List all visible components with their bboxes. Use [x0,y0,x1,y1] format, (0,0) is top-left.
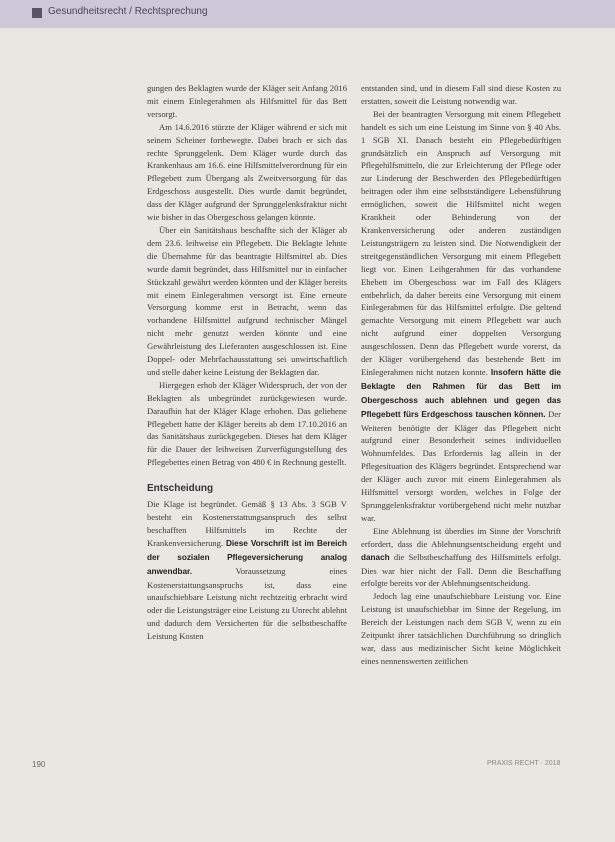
right-column [361,82,561,668]
section-icon [32,8,42,18]
header-band [0,0,615,28]
section-heading: Entscheidung [147,483,214,495]
paragraph [147,498,347,643]
page-number: 190 [32,760,46,769]
paragraph: Am 14.6.2016 stürzte der Kläger während er sich mit seinem Scheiner fortbewegte. Dabei brach er sich das rechte Sprunggelenk. Dem Kläger wurde durch das Krankenhaus am 16.6. eine Hilfsmittelverordnung für ein Pflegebett zum Übergang als Zweitversorgung für das Erdgeschoss ausgestellt. Dies wurde damit begründet, dass der Kläger aufgrund der Sprunggelenksfraktur nicht wie bisher in das Obergeschoss gelangen könnte. [147,121,347,223]
paragraph-text: Der Weiteren benötigte der Kläger das Pflegebett nicht aufgrund einer Besonderheit seines individuellen Wohnumfeldes. Das Erfordernis lag allein in der Pflegesituation des Klägers begründet. Entsprechend war der Kläger auch zuvor mit einem Einlegerahmen als Hilfsmittel versorgt worden, welches in Folge der Sprunggelenksfraktur vorübergehend nicht mehr nutzbar war. [361,408,561,523]
paragraph: Hiergegen erhob der Kläger Widerspruch, der von der Beklagten als unbegründet zurückgewiesen wurde. Daraufhin hat der Kläger Klage erhoben. Das geliehene Pflegebett hatte der Kläger bereits ab dem 17.10.2016 an das Sanitätshaus zurückgegeben. Dieses hat dem Kläger für die Dauer der leihweisen Zurverfügungstellung des Pflegebettes einen Betrag von 480 € in Rechnung gestellt. [147,379,347,468]
paragraph-text: die Selbstbeschaffung des Hilfsmittels erfolgt. Dies war hier nicht der Fall. Denn die Beschaffung erfolgte bereits vor der Ablehnungsentscheidung. [361,551,561,589]
bold-text: danach [361,552,390,562]
paragraph-text: Eine Ablehnung ist überdies im Sinne der Vorschrift erfordert, dass die Ablehnungsentscheidung ergeht und [361,525,561,549]
paragraph: gungen des Beklagten wurde der Kläger seit Anfang 2016 mit einem Einlegerahmen als Hilfsmittel für das Bett versorgt. [147,83,347,119]
bold-text: Diese Vorschrift ist im Bereich der sozialen Pflegeversicherung analog anwendbar. [147,538,347,576]
header-title: Gesundheitsrecht / Rechtsprechung [48,6,208,17]
paragraph-text: Bei der beantragten Versorgung mit einem Pflegebett handelt es sich um eine Leistung im Sinne von § 40 Abs. 1 SGB XI. Danach besteht ein Pflegebedürftigen grundsätzlich ein Anspruch auf Versorgung mit Pflegehilfsmitteln, die zur Erleichterung der Pflege oder zur Linderung der Beschwerden des Pflegebedürftigen beitragen oder ihm eine selbstständigere Lebensführung ermöglichen, soweit die Hilfsmittel nicht wegen Krankheit oder Behinderung von der Krankenversicherung oder anderen zuständigen Leistungsträgern zu leisten sind. Die Notwendigkeit der streitgegenständlichen Versorgung mit einem Pflegebett liegt vor. Einen Leihgerahmen für das vorhandene Ehebett im Obergeschoss war im Fall des Klägers entbehrlich, da daher bereits eine Versorgung mit einem Einlegerahmen für das Hilfsmittel erfolgte. Die geltend gemachte Versorgung mit einem Pflegebett war auch nicht aufgrund einer doppelten Versorgung ausgeschlossen. Denn das Pflegebett wurde vorerst, da der Kläger vorübergehend das bestehende Bett im Einlegerahmen nicht nutzen konnte. [361,108,561,377]
bold-text: Insofern hätte die Beklagte den Rahmen für das Bett im Obergeschoss auch ablehnen und gegen das Pflegebett fürs Erdgeschoss tauschen können. [361,367,561,419]
paragraph: Über ein Sanitätshaus beschaffte sich der Kläger ab dem 23.6. leihweise ein Pflegebett. Die Beklagte lehnte die Übernahme für das beantragte Hilfsmittel ab. Dies wurde damit begründet, dass Hilfsmittel nur in einfacher Stückzahl gewährt werden könnten und der Kläger bereits mit einem Einlegerahmen versorgt ist. Eine erneute Versorgung komme erst in Betracht, wenn das vorhandene Hilfsmittel aufgrund technischer Mängel nicht mehr genutzt werden könnte und eine Gewährleistung des Lieferanten ausgeschlossen ist. Eine Doppel- oder Mehrfachausstattung sei unwirtschaftlich und stelle daher keine Leistung der Beklagten dar. [147,224,347,377]
paragraph: entstanden sind, und in diesem Fall sind diese Kosten zu erstatten, soweit die Leistung notwendig war. [361,83,561,106]
left-column [147,82,347,643]
paragraph [361,108,561,525]
paragraph [361,525,561,591]
journal-footer: PRAXIS RECHT · 2018 [487,760,561,767]
paragraph: Jedoch lag eine unaufschiebbare Leistung vor. Eine Leistung ist unaufschiebbar im Sinne der Regelung, im Bereich der Leistungen nach dem SGB V, wenn zu ein Zeitpunkt ihrer tatsächlichen Durchführung so dringlich war, dass aus medizinischer Sicht keine Möglichkeit eines nennenswerten zeitlichen [361,591,561,666]
paragraph-text: Die Klage ist begründet. Gemäß § 13 Abs. 3 SGB V besteht ein Kostenerstattungsanspruch des selbst beschafften Hilfsmittels im Rechte der Krankenversicherung. [147,499,347,548]
paragraph-text: Voraussetzung eines Kostenerstattungsanspruchs ist, dass eine unaufschiebbare Leistung nicht rechtzeitig erbracht wird oder die Leistungsträger eine Leistung zu Unrecht ablehnt und dadurch dem Versicherten für die selbstbeschaffte Leistung Kosten [147,565,347,642]
